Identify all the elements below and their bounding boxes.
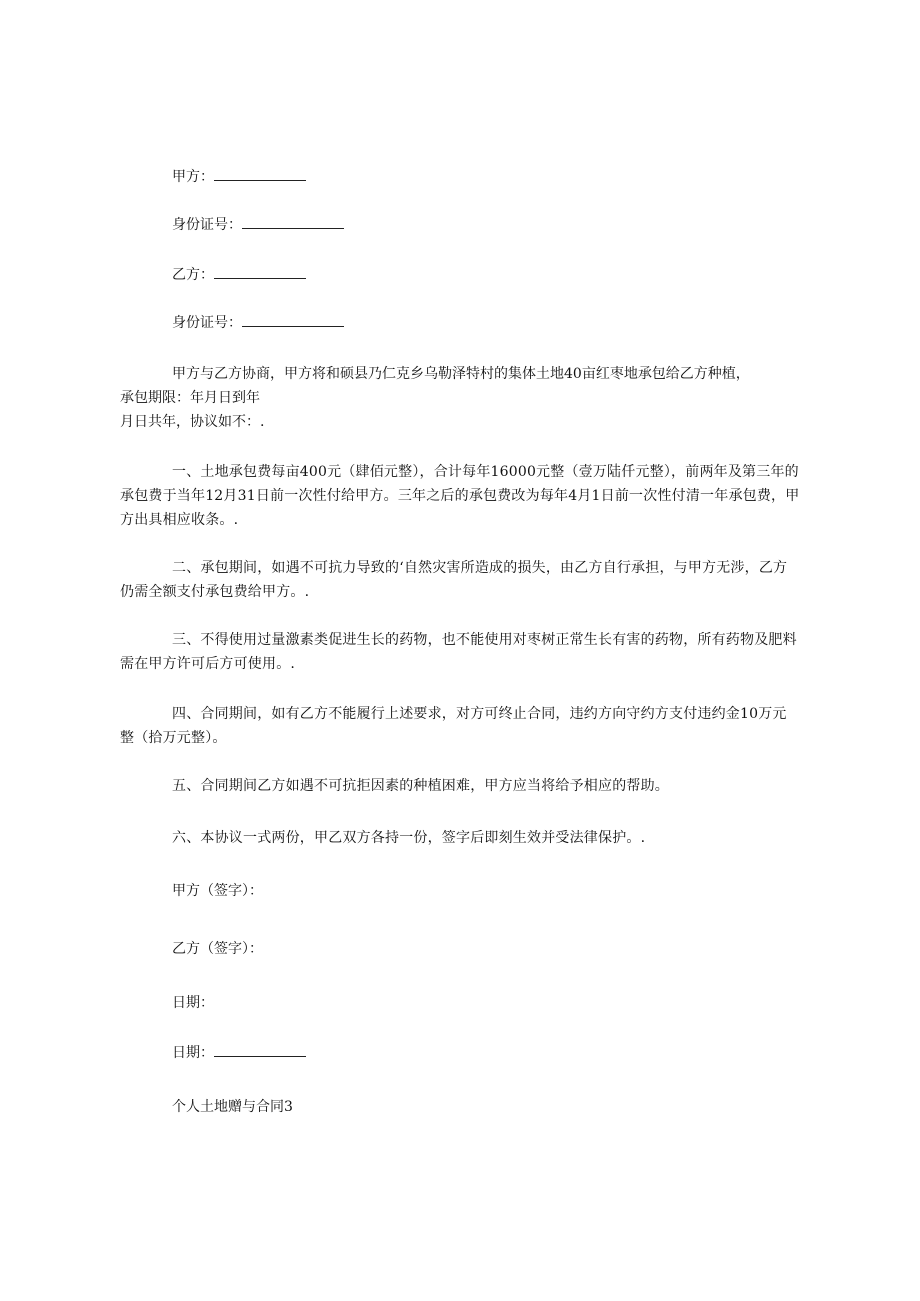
party-a-id-blank bbox=[242, 216, 344, 229]
clause-6: 六、本协议一式两份，甲乙双方各持一份，签字后即刻生效并受法律保护。. bbox=[172, 830, 646, 846]
intro-line-2: 承包期限：年月日到年 bbox=[120, 390, 260, 406]
party-a-row bbox=[172, 168, 306, 186]
date-2-blank bbox=[214, 1044, 306, 1057]
clause-4: 四、合同期间，如有乙方不能履行上述要求，对方可终止合同，违约方向守约方支付违约金10万元整（拾万元整）。 bbox=[120, 706, 787, 746]
next-contract-title: 个人土地赠与合同3 bbox=[172, 1099, 293, 1115]
party-b-signature: 乙方（签字）： bbox=[172, 941, 263, 957]
date-1: 日期： bbox=[172, 995, 214, 1011]
party-b-label: 乙方： bbox=[172, 267, 214, 283]
party-a-signature: 甲方（签字）： bbox=[172, 883, 263, 899]
party-b-blank bbox=[214, 266, 306, 279]
clause-5: 五、合同期间乙方如遇不可抗拒因素的种植困难，甲方应当将给予相应的帮助。 bbox=[172, 778, 669, 794]
party-a-blank bbox=[214, 168, 306, 181]
party-b-id-row bbox=[172, 314, 344, 332]
party-b-id-label: 身份证号： bbox=[172, 315, 242, 331]
intro-line-3: 月日共年，协议如不：. bbox=[120, 414, 265, 430]
clause-2: 二、承包期间，如遇不可抗力导致的‘自然灾害所造成的损失，由乙方自行承担，与甲方无涉，乙方仍需全额支付承包费给甲方。. bbox=[120, 560, 788, 600]
party-b-id-blank bbox=[242, 314, 344, 327]
party-a-label: 甲方： bbox=[172, 169, 214, 185]
clause-3: 三、不得使用过量激素类促进生长的药物，也不能使用对枣树正常生长有害的药物，所有药物及肥料需在甲方许可后方可使用。. bbox=[120, 632, 797, 672]
clause-1: 一、土地承包费每亩400元（肆佰元整），合计每年16000元整（壹万陆仟元整），前两年及第三年的承包费于当年12月31日前一次性付给甲方。三年之后的承包费改为每年4月1日前一次性付清一年承包费，甲方出具相应收条。. bbox=[120, 464, 800, 528]
intro-line-1: 甲方与乙方协商，甲方将和硕县乃仁克乡乌勒泽特村的集体土地40亩红枣地承包给乙方种植， bbox=[172, 366, 750, 382]
party-b-row bbox=[172, 266, 306, 284]
date-2-label: 日期： bbox=[172, 1045, 214, 1061]
party-a-id-row bbox=[172, 216, 344, 234]
party-a-id-label: 身份证号： bbox=[172, 217, 242, 233]
date-2-row bbox=[172, 1044, 306, 1062]
